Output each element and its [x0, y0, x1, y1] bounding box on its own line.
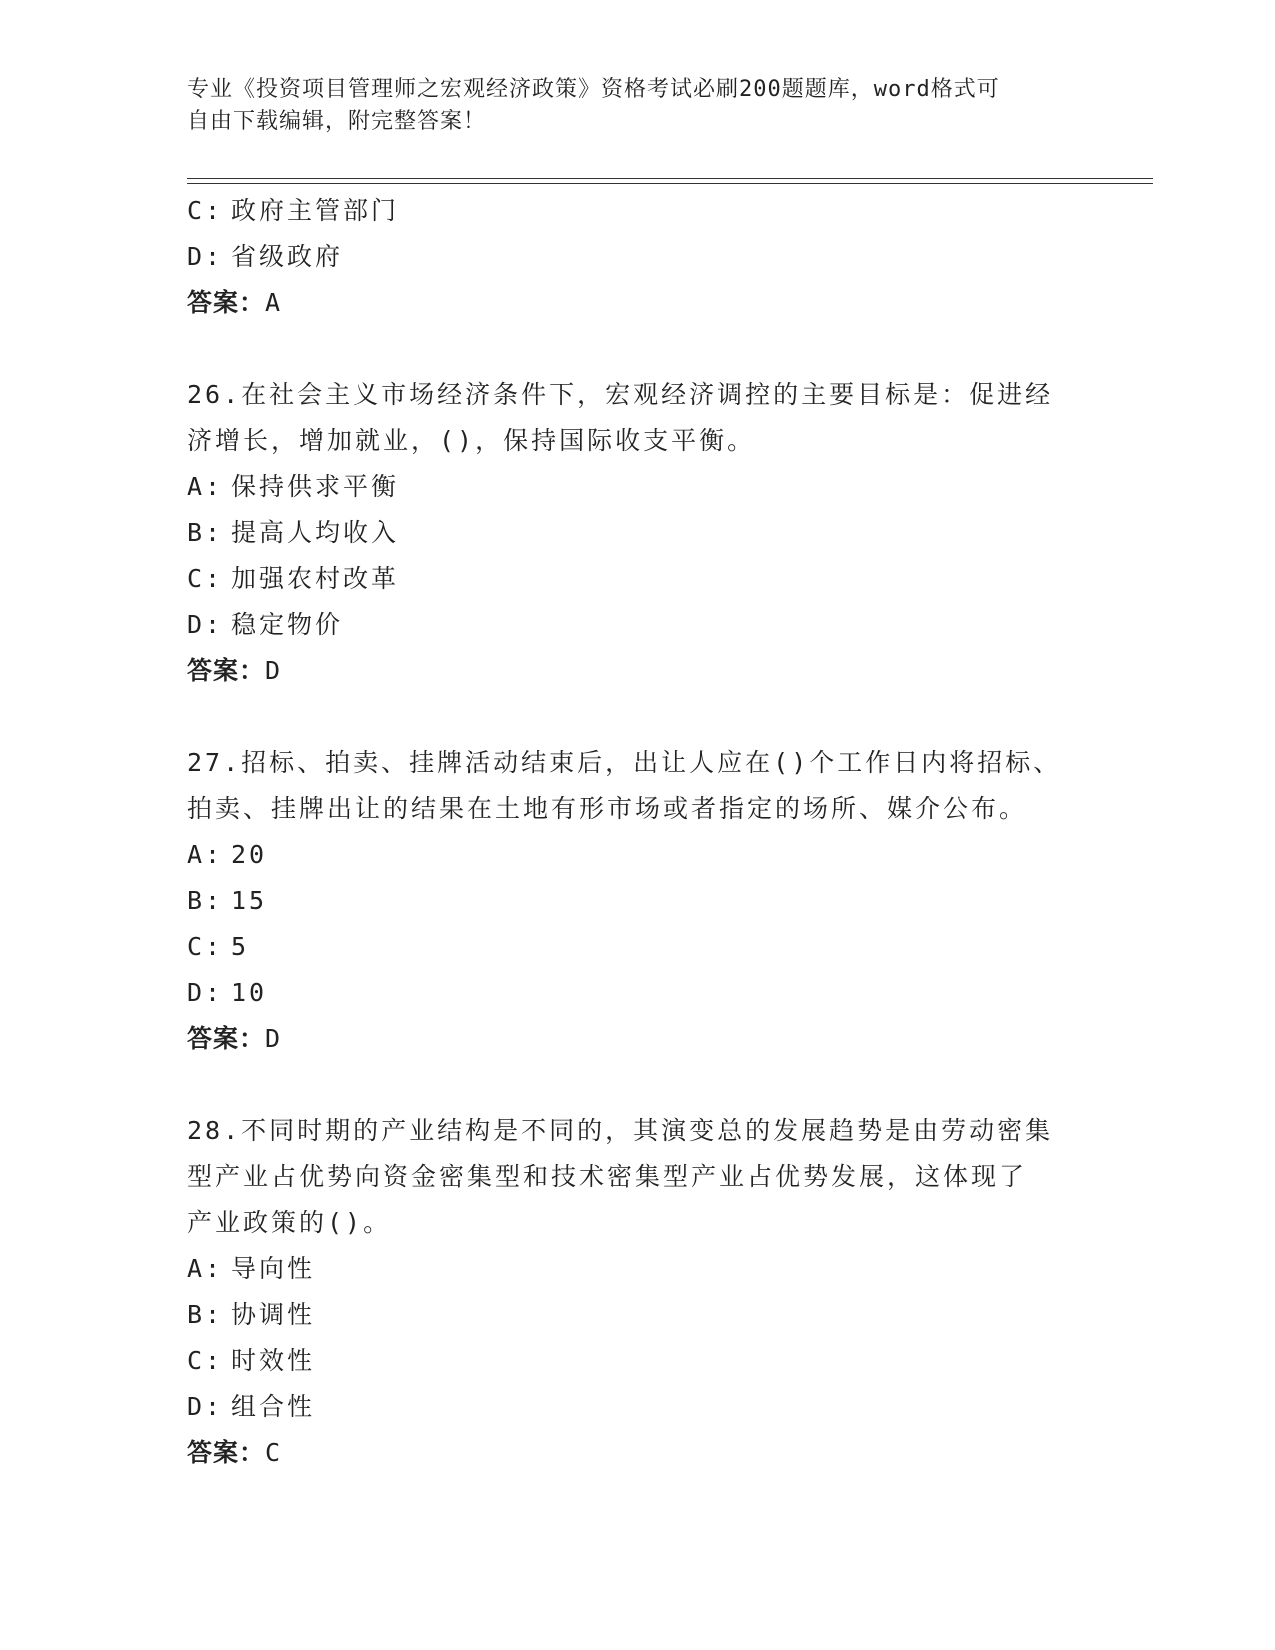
- option-letter: C:: [187, 1346, 224, 1375]
- header-rule-bottom: [187, 183, 1153, 184]
- option-text: 提高人均收入: [231, 518, 400, 547]
- question-27: [187, 740, 1087, 1062]
- option-text: 加强农村改革: [231, 564, 400, 593]
- option-row: [187, 556, 1087, 602]
- option-row: [187, 602, 1087, 648]
- question-stem-line: 26.在社会主义市场经济条件下，宏观经济调控的主要目标是：促进经: [187, 380, 1054, 409]
- question-26: [187, 372, 1087, 694]
- option-letter: D:: [187, 610, 224, 639]
- option-row: [187, 924, 1087, 970]
- option-letter: A:: [187, 472, 224, 501]
- document-header: [187, 74, 1067, 138]
- option-row: [187, 970, 1087, 1016]
- option-letter: C:: [187, 196, 224, 225]
- option-row: [187, 234, 1087, 280]
- option-letter: A:: [187, 840, 224, 869]
- option-letter: D:: [187, 242, 224, 271]
- option-row: [187, 1384, 1087, 1430]
- answer-line: [187, 648, 1087, 694]
- answer-value: D: [265, 656, 282, 685]
- header-rule-top: [187, 178, 1153, 179]
- option-text: 协调性: [231, 1300, 316, 1329]
- question-stem-line: 产业政策的()。: [187, 1208, 392, 1237]
- option-letter: B:: [187, 886, 224, 915]
- option-row: [187, 1292, 1087, 1338]
- option-text: 保持供求平衡: [231, 472, 400, 501]
- option-text: 15: [231, 886, 268, 915]
- option-text: 导向性: [231, 1254, 316, 1283]
- answer-line: [187, 1430, 1087, 1476]
- question-stem-line: 28.不同时期的产业结构是不同的，其演变总的发展趋势是由劳动密集: [187, 1116, 1054, 1145]
- spacer: [187, 326, 1087, 372]
- option-letter: C:: [187, 932, 224, 961]
- question-stem-line: 27.招标、拍卖、挂牌活动结束后，出让人应在()个工作日内将招标、: [187, 748, 1062, 777]
- option-row: [187, 188, 1087, 234]
- option-text: 时效性: [231, 1346, 316, 1375]
- option-text: 稳定物价: [231, 610, 344, 639]
- answer-label: 答案：: [187, 1438, 266, 1467]
- option-text: 组合性: [231, 1392, 316, 1421]
- answer-label: 答案：: [187, 1024, 266, 1053]
- continued-question: [187, 188, 1087, 326]
- question-stem-line: 型产业占优势向资金密集型和技术密集型产业占优势发展，这体现了: [187, 1162, 1028, 1191]
- option-letter: A:: [187, 1254, 224, 1283]
- header-line-1: 专业《投资项目管理师之宏观经济政策》资格考试必刷200题题库，word格式可: [187, 77, 1000, 102]
- answer-value: D: [265, 1024, 282, 1053]
- option-text: 省级政府: [231, 242, 344, 271]
- option-letter: D:: [187, 1392, 224, 1421]
- answer-label: 答案：: [187, 288, 266, 317]
- option-row: [187, 1246, 1087, 1292]
- option-text: 20: [231, 840, 268, 869]
- answer-value: A: [265, 288, 282, 317]
- option-row: [187, 1338, 1087, 1384]
- spacer: [187, 1062, 1087, 1108]
- option-text: 政府主管部门: [231, 196, 400, 225]
- option-letter: B:: [187, 1300, 224, 1329]
- option-row: [187, 878, 1087, 924]
- question-content: [187, 188, 1087, 1476]
- question-stem-line: 拍卖、挂牌出让的结果在土地有形市场或者指定的场所、媒介公布。: [187, 794, 1028, 823]
- option-row: [187, 510, 1087, 556]
- option-text: 10: [231, 978, 268, 1007]
- answer-line: [187, 280, 1087, 326]
- option-text: 5: [231, 932, 250, 961]
- question-28: [187, 1108, 1087, 1476]
- option-row: [187, 832, 1087, 878]
- question-stem-line: 济增长，增加就业，()，保持国际收支平衡。: [187, 426, 756, 455]
- option-letter: D:: [187, 978, 224, 1007]
- spacer: [187, 694, 1087, 740]
- option-letter: B:: [187, 518, 224, 547]
- answer-label: 答案：: [187, 656, 266, 685]
- answer-line: [187, 1016, 1087, 1062]
- option-row: [187, 464, 1087, 510]
- answer-value: C: [265, 1438, 282, 1467]
- option-letter: C:: [187, 564, 224, 593]
- header-line-2: 自由下载编辑，附完整答案！: [187, 109, 487, 134]
